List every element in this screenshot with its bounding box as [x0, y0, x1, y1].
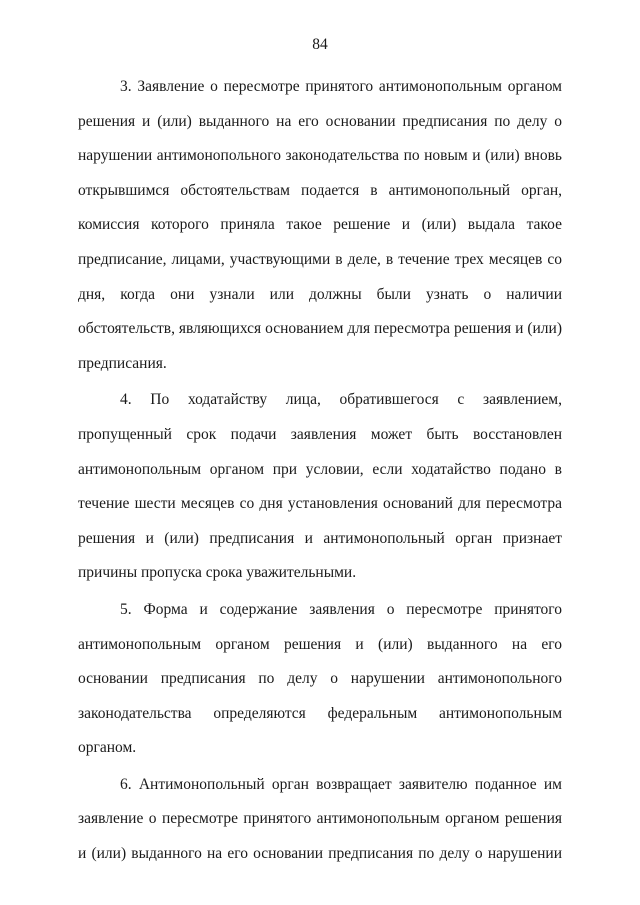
paragraph-5: 5. Форма и содержание заявления о пересмотре принятого антимонопольным органом решения и (или) выданного на его основании предписания по делу о нарушении антимонопольного законодательства определяются федеральным антимонопольным органом.: [78, 600, 562, 757]
paragraph-3: 3. Заявление о пересмотре принятого антимонопольным органом решения и (или) выданного на его основании предписания по делу о нарушении антимонопольного законодательства по новым и (или) вновь открывшимся обстоятельствам подается в антимонопольный орган, комиссия которого приняла такое решение и (или) выдала такое предписание, лицами, участвующими в деле, в течение трех месяцев со дня, когда они узнали или должны были узнать о наличии обстоятельств, являющихся основанием для пересмотра решения и (или) предписания.: [78, 78, 562, 372]
document-body: [78, 70, 562, 872]
paragraph-4: 4. По ходатайству лица, обратившегося с заявлением, пропущенный срок подачи заявления может быть восстановлен антимонопольным органом при условии, если ходатайство подано в течение шести месяцев со дня установления оснований для пересмотра решения и (или) предписания и антимонопольный орган признает причины пропуска срока уважительными.: [78, 391, 562, 582]
page-number: 84: [312, 36, 328, 53]
paragraph-6: 6. Антимонопольный орган возвращает заявителю поданное им заявление о пересмотре принятого антимонопольным органом решения и (или) выданного на его основании предписания по делу о нарушении: [78, 775, 562, 863]
